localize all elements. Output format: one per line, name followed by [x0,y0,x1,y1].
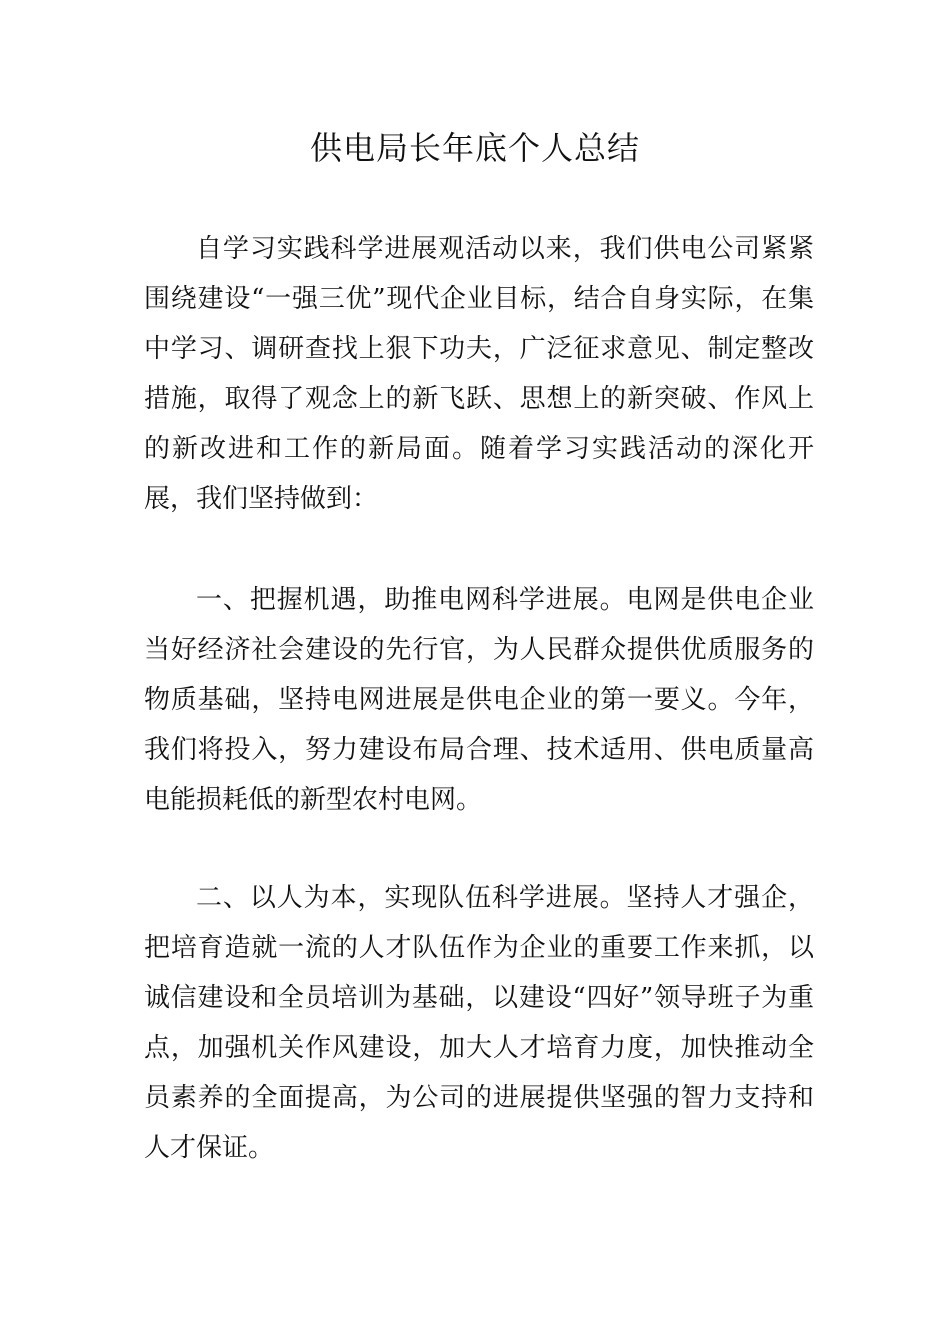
paragraph-section-two: 二、以人为本，实现队伍科学进展。坚持人才强企，把培育造就一流的人才队伍作为企业的重要工作来抓，以诚信建设和全员培训为基础，以建设“四好”领导班子为重点，加强机关作风建设，加大人才培育力度，加快推动全员素养的全面提高，为公司的进展提供坚强的智力支持和人才保证。 [144,883,814,1163]
paragraph-section-one: 一、把握机遇，助推电网科学进展。电网是供电企业当好经济社会建设的先行官，为人民群众提供优质服务的物质基础，坚持电网进展是供电企业的第一要义。今年，我们将投入，努力建设布局合理、技术适用、供电质量高电能损耗低的新型农村电网。 [144,585,814,815]
paragraph-intro: 自学习实践科学进展观活动以来，我们供电公司紧紧围绕建设“一强三优”现代企业目标，结合自身实际，在集中学习、调研查找上狠下功夫，广泛征求意见、制定整改措施，取得了观念上的新飞跃、思想上的新突破、作风上的新改进和工作的新局面。随着学习实践活动的深化开展，我们坚持做到： [144,234,814,514]
document-title: 供电局长年底个人总结 [309,129,640,167]
